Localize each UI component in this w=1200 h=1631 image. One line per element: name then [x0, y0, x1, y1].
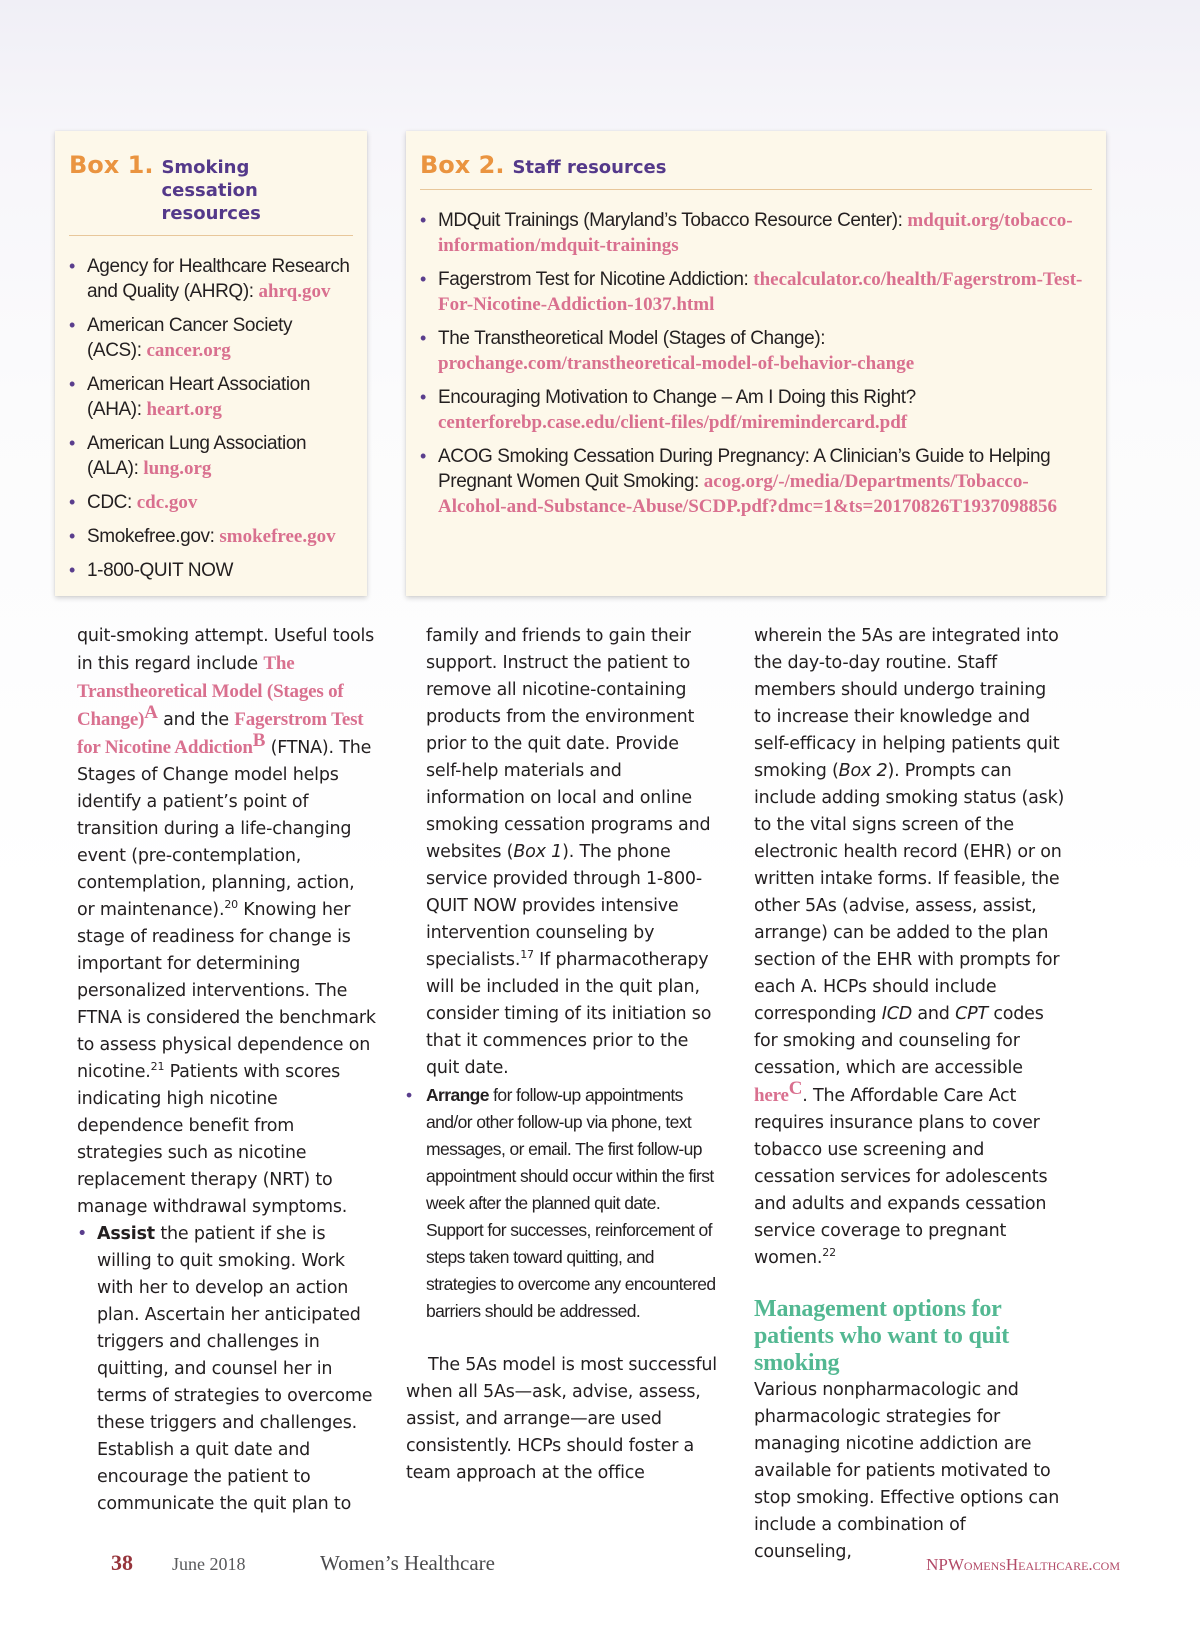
box-1-number: Box 1.: [69, 151, 154, 179]
bullet-icon: •: [420, 387, 426, 407]
list-item: • American Heart Association (AHA): heart.org: [69, 374, 310, 420]
acog-link[interactable]: acog.org/-/media/Departments/Tobacco-Alcohol-and-Substance-Abuse/SCDP.pdf?dmc=1&ts=20170826T1937098856: [438, 471, 1057, 517]
list-item: • Encouraging Motivation to Change – Am I Doing this Right? centerforebp.case.edu/client-files/pdf/miremindercard.pdf: [420, 387, 916, 433]
box-2-header: [420, 151, 1092, 190]
citation: 17: [520, 948, 534, 962]
article-column-1: [77, 623, 377, 1518]
list-item: • MDQuit Trainings (Maryland’s Tobacco Resource Center): mdquit.org/tobacco-information/mdquit-trainings: [420, 210, 1073, 256]
citation: 22: [822, 1246, 836, 1260]
footnote-marker: A: [144, 702, 158, 724]
issue-date: June 2018: [172, 1554, 246, 1574]
website-link[interactable]: NPWomensHealthcare.com: [926, 1555, 1120, 1574]
list-item: • American Cancer Society (ACS): cancer.org: [69, 315, 293, 361]
list-item: • American Lung Association (ALA): lung.org: [69, 433, 307, 479]
paragraph: family and friends to gain their support. Instruct the patient to remove all nicotine-containing products from the environment prior to the quit date. Provide self-help materials and information on local and online smoking cessation programs and websites (Box 1). The phone service provided through 1-800-QUIT NOW provides intensive intervention counseling by specialists.$^{17}$ If pharmacotherapy will be included in the quit plan, consider timing of its initiation so that it commences prior to the quit date.: [426, 626, 712, 1078]
assist-bullet: • Assist the patient if she is willing to quit smoking. Work with her to develop an action plan. Ascertain her anticipated triggers and challenges in quitting, and counsel her in terms of strategies to overcome these triggers and challenges. Establish a quit date and encourage the patient to communicate the quit plan to: [77, 1221, 377, 1518]
bullet-icon: •: [69, 526, 75, 546]
here-link[interactable]: here: [754, 1085, 789, 1106]
lung-link[interactable]: lung.org: [143, 458, 212, 479]
ahrq-link[interactable]: ahrq.gov: [258, 281, 331, 302]
bullet-icon: •: [420, 446, 426, 466]
heart-link[interactable]: heart.org: [146, 399, 222, 420]
box-2-title: Staff resources: [512, 157, 667, 178]
bullet-icon: •: [69, 492, 75, 512]
transtheoretical-link[interactable]: The Transtheoretical Model (Stages of Change): [77, 653, 344, 730]
bullet-icon: •: [420, 328, 426, 348]
box-1-header: [69, 151, 353, 236]
centerforebp-link[interactable]: centerforebp.case.edu/client-files/pdf/miremindercard.pdf: [438, 412, 908, 433]
article-column-2: [406, 623, 718, 1487]
cancer-link[interactable]: cancer.org: [146, 340, 231, 361]
box-2-number: Box 2.: [420, 151, 505, 179]
page-footer: [0, 1550, 1200, 1580]
paragraph: wherein the 5As are integrated into the day-to-day routine. Staff members should undergo training to increase their knowledge and self-efficacy in helping patients quit smoking (Box 2). Prompts can include adding smoking status (ask) to the vital signs screen of the electronic health record (EHR) or on written intake forms. If feasible, the other 5As (advise, assess, assist, arrange) can be added to the plan section of the EHR with prompts for each A. HCPs should include corresponding ICD and CPT codes for smoking and counseling for cessation, which are accessible here$^C$. The Affordable Care Act requires insurance plans to cover tobacco use screening and cessation services for adolescents and adults and expands cessation service coverage to pregnant women.$^{22}$: [754, 626, 1065, 1268]
fagerstrom-test-link[interactable]: Fagerstrom Test for Nicotine Addiction: [77, 709, 364, 758]
bullet-icon: •: [69, 374, 75, 394]
article-column-3: [754, 623, 1066, 1566]
bullet-icon: •: [69, 560, 75, 580]
list-item: • CDC: cdc.gov: [69, 492, 198, 513]
list-item: • Agency for Healthcare Research and Quality (AHRQ): ahrq.gov: [69, 256, 350, 302]
bullet-icon: •: [69, 315, 75, 335]
paragraph: Various nonpharmacologic and pharmacologic strategies for managing nicotine addiction are available for patients motivated to stop smoking. Effective options can include a combination of counseling,: [754, 1380, 1060, 1562]
cdc-link[interactable]: cdc.gov: [136, 492, 198, 513]
section-heading: Management options for patients who want to quit smoking: [754, 1296, 1010, 1376]
bullet-icon: •: [69, 256, 75, 276]
list-item: • Smokefree.gov: smokefree.gov: [69, 526, 336, 547]
bullet-icon: •: [406, 1085, 412, 1105]
prochange-link[interactable]: prochange.com/transtheoretical-model-of-behavior-change: [438, 353, 915, 374]
footnote-marker: B: [252, 730, 266, 752]
citation: 20: [224, 898, 238, 912]
mdquit-link[interactable]: mdquit.org/tobacco-information/mdquit-trainings: [438, 210, 1073, 256]
smokefree-link[interactable]: smokefree.gov: [219, 526, 336, 547]
arrange-bullet: • Arrange for follow-up appointments and/or other follow-up via phone, text messages, or email. The first follow-up appointment should occur within the first week after the planned quit date. Support for successes, reinforcement of steps taken toward quitting, and strategies to overcome any encountered barriers should be addressed.: [406, 1082, 718, 1325]
box-2-staff-resources: [406, 131, 1106, 596]
journal-name: Women’s Healthcare: [320, 1551, 495, 1575]
paragraph: quit-smoking attempt. Useful tools in this regard include The Transtheoretical Model (Stages of Change)$^A$ and the Fagerstrom Test for Nicotine Addiction$^B$ (FTNA). The Stages of Change model helps identify a patient’s point of transition during a life-changing event (pre-contemplation, contemplation, planning, action, or maintenance).$^{20}$ Knowing her stage of readiness for change is important for determining personalized interventions. The FTNA is considered the benchmark to assess physical dependence on nicotine.$^{21}$ Patients with scores indicating high nicotine dependence benefit from strategies such as nicotine replacement therapy (NRT) to manage withdrawal symptoms.: [77, 626, 376, 1217]
bullet-icon: •: [420, 210, 426, 230]
paragraph: The 5As model is most successful when all 5As—ask, advise, assess, assist, and arrange—are used consistently. HCPs should foster a team approach at the office: [406, 1355, 717, 1483]
fagerstrom-link[interactable]: thecalculator.co/health/Fagerstrom-Test-For-Nicotine-Addiction-1037.html: [438, 269, 1083, 315]
bullet-icon: •: [69, 433, 75, 453]
list-item: • Fagerstrom Test for Nicotine Addiction: thecalculator.co/health/Fagerstrom-Test-For-Nicotine-Addiction-1037.html: [420, 269, 1083, 315]
list-item: • ACOG Smoking Cessation During Pregnancy: A Clinician’s Guide to Helping Pregnant Women Quit Smoking: acog.org/-/media/Departments/Tobacco-Alcohol-and-Substance-Abuse/SCDP.pdf?dmc=1&ts=20170826T1937098856: [420, 446, 1057, 517]
bullet-icon: •: [420, 269, 426, 289]
box-1-smoking-cessation-resources: [55, 131, 367, 596]
box-2-list: [406, 208, 1106, 519]
box-1-title: Smoking cessation resources: [161, 157, 261, 224]
list-item: • The Transtheoretical Model (Stages of Change): prochange.com/transtheoretical-model-of-behavior-change: [420, 328, 915, 374]
list-item: • 1-800-QUIT NOW: [69, 560, 234, 581]
page-number: 38: [111, 1550, 133, 1575]
footnote-marker: C: [788, 1078, 803, 1100]
box-1-list: [55, 254, 367, 583]
citation: 21: [150, 1060, 165, 1074]
bullet-icon: •: [77, 1224, 88, 1244]
